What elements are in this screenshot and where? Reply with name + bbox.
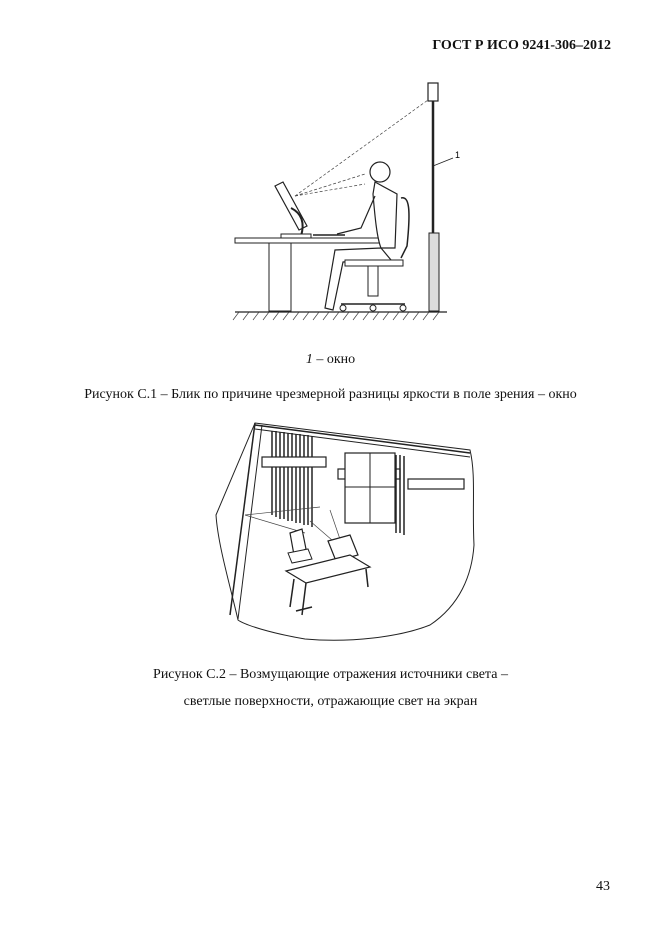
ceiling-lamp-3 xyxy=(408,479,464,489)
window-sill-wall xyxy=(429,233,439,311)
floor-hatching xyxy=(233,312,439,320)
callout-leader xyxy=(433,158,453,166)
glare-ray-line-3 xyxy=(295,184,365,196)
legend-text: – окно xyxy=(312,352,356,367)
window-top-fixture xyxy=(428,83,438,101)
figure-c1-illustration xyxy=(225,78,461,340)
figure-c1-svg xyxy=(225,78,461,340)
desk-top xyxy=(235,238,383,243)
figure-c2-svg xyxy=(210,415,485,650)
chair-wheel-1 xyxy=(340,305,346,311)
glare-ray-line-2 xyxy=(295,174,365,196)
glare-ray-line-1 xyxy=(295,100,428,196)
figure-c1-caption: Рисунок С.1 – Блик по причине чрезмерной разницы яркости в поле зрения – окно xyxy=(84,387,577,402)
chair-back xyxy=(401,198,409,258)
figure-c2-caption-line1: Рисунок С.2 – Возмущающие отражения источники света – xyxy=(153,667,508,682)
legend-number: 1 xyxy=(305,352,313,367)
chair-wheel-2 xyxy=(370,305,376,311)
person-head xyxy=(370,162,390,182)
figure-c2-caption-line2: светлые поверхности, отражающие свет на экран xyxy=(183,694,478,709)
figure-c1-legend xyxy=(0,352,661,368)
ceiling-lamp-1 xyxy=(262,457,326,467)
callout-label: 1 xyxy=(455,150,461,160)
person-arm xyxy=(337,196,375,234)
person-legs xyxy=(325,248,391,310)
document-header: ГОСТ Р ИСО 9241-306–2012 xyxy=(432,38,611,53)
chair-wheel-3 xyxy=(400,305,406,311)
page-number: 43 xyxy=(596,879,610,894)
desk-pedestal xyxy=(269,243,291,311)
monitor-base xyxy=(281,234,311,238)
chair-column xyxy=(368,266,378,296)
figure-c2-illustration xyxy=(210,415,485,650)
chair-seat xyxy=(345,260,403,266)
